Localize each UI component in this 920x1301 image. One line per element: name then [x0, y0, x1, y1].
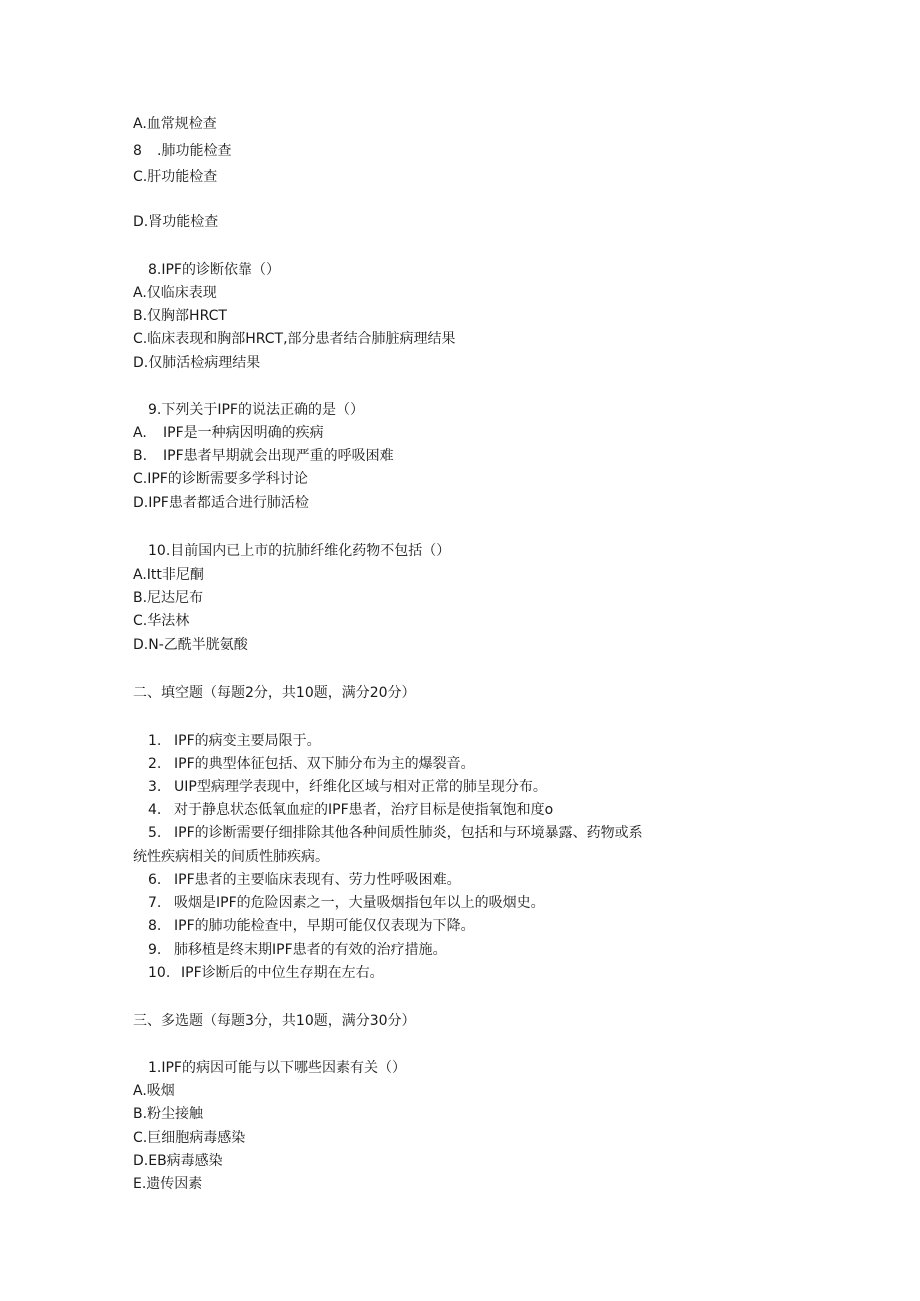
option-b-number: 8 [133, 143, 142, 159]
fill-item [148, 941, 447, 959]
q10-option-c: C.华法林 [133, 613, 190, 629]
q8-option-d: D.仅肺活检病理结果 [133, 355, 261, 371]
fill-item-text: IPF的诊断需要仔细排除其他各种间质性肺炎，包括和与环境暴露、药物或系 [174, 825, 643, 841]
multi-q1-option-d: D.EB病毒感染 [133, 1153, 223, 1169]
section-2-title: 二、填空题（每题2分，共10题，满分20分） [133, 685, 416, 701]
fill-item-number: 8. [148, 918, 162, 934]
option-d: D.肾功能检查 [133, 214, 219, 230]
q8-option-c: C.临床表现和胸部HRCT,部分患者结合肺脏病理结果 [133, 331, 456, 347]
fill-item [148, 801, 553, 819]
multi-q1-option-c: C.巨细胞病毒感染 [133, 1130, 246, 1146]
fill-item-number: 7. [148, 895, 162, 911]
fill-item-number: 4. [148, 802, 162, 818]
fill-item-text: UIP型病理学表现中，纤维化区域与相对正常的肺呈现分布。 [174, 779, 547, 795]
multi-q1-option-b: B.粉尘接触 [133, 1106, 204, 1122]
multi-q1-option-a: A.吸烟 [133, 1083, 175, 1099]
fill-item-number: 5. [148, 825, 162, 841]
fill-item-number: 3. [148, 779, 162, 795]
fill-item-text: IPF的典型体征包括、双下肺分布为主的爆裂音。 [174, 756, 475, 772]
fill-item [148, 755, 475, 773]
q10-option-d: D.N-乙酰半胱氨酸 [133, 637, 248, 653]
q8-option-b: B.仅胸部HRCT [133, 308, 227, 324]
fill-item-text: IPF的肺功能检查中，早期可能仅仅表现为下降。 [174, 918, 475, 934]
fill-item [148, 917, 475, 935]
multi-q1-option-e: E.遗传因素 [133, 1176, 203, 1192]
multi-question-1-stem: 1.IPF的病因可能与以下哪些因素有关（） [148, 1060, 406, 1076]
fill-item-text: 吸烟是IPF的危险因素之一，大量吸烟指包年以上的吸烟史。 [174, 895, 545, 911]
section-3-title: 三、多选题（每题3分，共10题，满分30分） [133, 1013, 416, 1029]
q9-option-c: C.IPF的诊断需要多学科讨论 [133, 471, 308, 487]
q8-option-a: A.仅临床表现 [133, 285, 217, 301]
option-b [133, 142, 231, 160]
fill-item-text: IPF的病变主要局限于。 [174, 733, 321, 749]
q9-option-b-text: IPF患者早期就会出现严重的呼吸困难 [163, 448, 394, 464]
fill-item-number: 6. [148, 872, 162, 888]
fill-item-text: IPF诊断后的中位生存期在左右。 [181, 965, 384, 981]
fill-item [148, 732, 321, 750]
fill-item-text: 肺移植是终末期IPF患者的有效的治疗措施。 [174, 942, 447, 958]
fill-item [148, 778, 547, 796]
q9-option-a-label: A. [133, 425, 147, 441]
q9-option-a [133, 424, 324, 442]
fill-item-number: 10. [148, 965, 171, 981]
fill-item-continuation: 统性疾病相关的间质性肺疾病。 [133, 849, 329, 865]
q10-option-b: B.尼达尼布 [133, 590, 204, 606]
question-8-stem: 8.IPF的诊断依靠（） [148, 262, 280, 278]
q9-option-b [133, 447, 394, 465]
fill-item [148, 871, 461, 889]
fill-item-text: IPF患者的主要临床表现有、劳力性呼吸困难。 [174, 872, 461, 888]
question-10-stem: 10.目前国内已上市的抗肺纤维化药物不包括（） [148, 543, 451, 559]
option-c: C.肝功能检查 [133, 169, 218, 185]
q9-option-b-label: B. [133, 448, 148, 464]
option-a: A.血常规检查 [133, 116, 217, 132]
q10-option-a: A.Itt非尼酮 [133, 567, 204, 583]
fill-item-number: 1. [148, 733, 162, 749]
fill-item-text: 对于静息状态低氧血症的IPF患者，治疗目标是使指氧饱和度o [174, 802, 554, 818]
fill-item-number: 2. [148, 756, 162, 772]
fill-item [148, 964, 384, 982]
option-b-text: .肺功能检查 [157, 143, 232, 159]
q9-option-a-text: IPF是一种病因明确的疾病 [163, 425, 324, 441]
q9-option-d: D.IPF患者都适合进行肺活检 [133, 495, 309, 511]
question-9-stem: 9.下列关于IPF的说法正确的是（） [148, 402, 364, 418]
fill-item [148, 894, 545, 912]
fill-item [148, 824, 643, 842]
fill-item-number: 9. [148, 942, 162, 958]
